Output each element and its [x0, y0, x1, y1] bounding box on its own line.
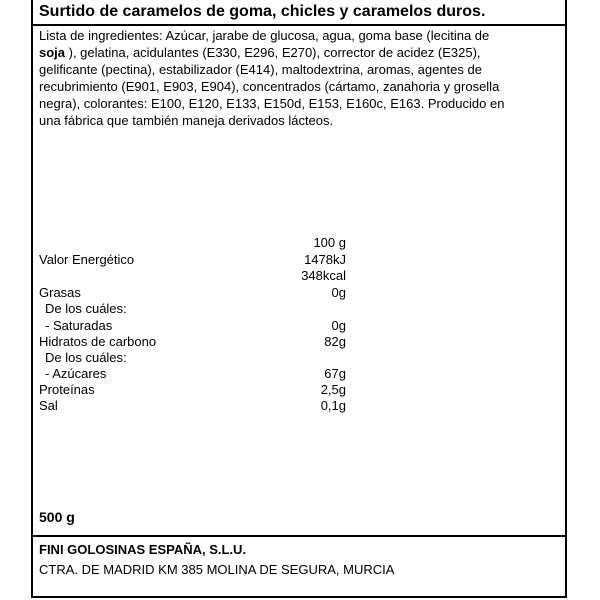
nutrition-value: 348kcal — [301, 268, 346, 283]
product-label — [31, 0, 567, 598]
ingredients-text-run: recubrimiento (E901, E903, E904), concentrados (cártamo, zanahoria y grosella — [39, 79, 500, 94]
ingredients-text-run: una fábrica que también maneja derivados lácteos. — [39, 113, 334, 128]
product-title: Surtido de caramelos de goma, chicles y caramelos duros. — [39, 3, 486, 20]
nutrition-value: 67g — [324, 366, 346, 381]
nutrition-value: 82g — [324, 334, 346, 349]
nutrition-name: Hidratos de carbono — [39, 334, 157, 349]
ingredients-line — [39, 61, 559, 78]
nutrition-value: 0g — [331, 285, 346, 300]
nutrition-name: Sal — [39, 398, 58, 413]
divider — [33, 24, 565, 26]
ingredients-line — [39, 27, 559, 44]
ingredients-line — [39, 112, 559, 129]
nutrition-value: 0,1g — [320, 398, 346, 413]
nutrition-value: 0g — [331, 318, 346, 333]
ingredients-text — [39, 27, 559, 129]
net-weight: 500 g — [39, 509, 75, 525]
ingredients-text-run: negra), colorantes: E100, E120, E133, E150d, E153, E160c, E163. Producido en — [39, 96, 505, 111]
nutrition-name: Proteínas — [39, 382, 95, 397]
nutrition-name: - Azúcares — [45, 366, 107, 381]
allergen-soja: soja — [39, 45, 66, 60]
ingredients-line — [39, 44, 559, 61]
nutrition-name: Grasas — [39, 285, 81, 300]
company-address: CTRA. DE MADRID KM 385 MOLINA DE SEGURA, MURCIA — [39, 562, 395, 577]
company-name: FINI GOLOSINAS ESPAÑA, S.L.U. — [39, 542, 247, 557]
ingredients-text-run: Lista de ingredientes: Azúcar, jarabe de glucosa, agua, goma base (lecitina de — [39, 28, 490, 43]
nutrition-value: 1478kJ — [304, 252, 346, 267]
ingredients-text-run: ), gelatina, acidulantes (E330, E296, E270), corrector de acidez (E325), — [65, 45, 481, 60]
nutrition-value: 2,5g — [320, 382, 346, 397]
nutrition-name: De los cuáles: — [45, 350, 127, 365]
nutrition-name: Valor Energético — [39, 252, 135, 267]
nutrition-header: 100 g — [313, 235, 346, 250]
ingredients-text-run: gelificante (pectina), estabilizador (E414), maltodextrina, aromas, agentes de — [39, 62, 482, 77]
ingredients-line — [39, 95, 559, 112]
nutrition-name: De los cuáles: — [45, 301, 127, 316]
nutrition-name: - Saturadas — [45, 318, 113, 333]
ingredients-line — [39, 78, 559, 95]
divider — [33, 535, 565, 537]
